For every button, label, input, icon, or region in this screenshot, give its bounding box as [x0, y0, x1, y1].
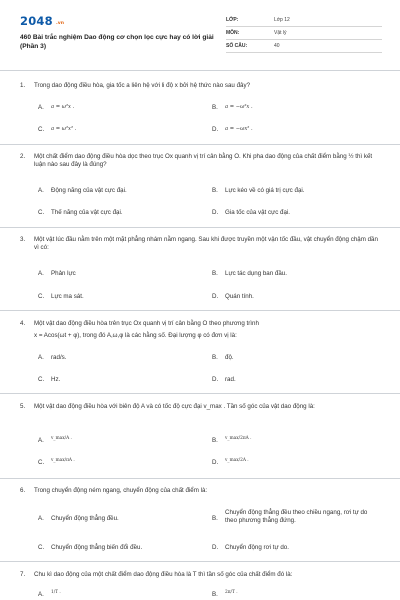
option-text: Phản lực — [51, 270, 76, 277]
option-letter: D. — [212, 293, 219, 300]
question-text: Một vật dao động điều hòa với biên độ A và có tốc độ cực đại v_max . Tần số góc của vật dao động là: — [34, 403, 315, 410]
meta-label: LỚP: — [226, 17, 239, 23]
question-number: 5. — [20, 403, 26, 410]
option-text: độ. — [225, 354, 234, 361]
option-letter: B. — [212, 437, 218, 444]
option-text: v_max/A . — [51, 436, 72, 441]
header-divider — [0, 70, 400, 71]
meta-label: MÔN: — [226, 30, 240, 36]
site-logo-suffix: .vn — [56, 21, 65, 26]
option-letter: A. — [38, 515, 44, 522]
meta-row-class — [226, 14, 382, 27]
option-letter: C. — [38, 126, 45, 133]
option-text: v_max/2A . — [225, 458, 249, 463]
option-letter: B. — [212, 354, 218, 361]
document-header — [20, 10, 382, 70]
option-letter: D. — [212, 126, 219, 133]
option-text: a = −ωx² . — [225, 126, 253, 132]
option-text: 1/T . — [51, 590, 61, 595]
question-text: Trong chuyển động ném ngang, chuyển động của chất điểm là: — [34, 487, 208, 494]
meta-value: Vật lý — [274, 30, 287, 36]
option-letter: B. — [212, 270, 218, 277]
question-divider — [0, 393, 400, 394]
option-letter: A. — [38, 591, 44, 598]
option-letter: B. — [212, 104, 218, 111]
question-number: 4. — [20, 320, 26, 327]
site-logo[interactable]: 2048 — [20, 14, 53, 28]
option-text: Lực kéo về có giá trị cực đại. — [225, 187, 305, 194]
question-text: Một chất điểm dao động điều hòa dọc theo trục Ox quanh vị trí cân bằng O. Khi pha dao động của chất điểm bằng ½ thì kết luận nào sau đây là đúng? — [34, 153, 373, 169]
option-text: Chuyển động thẳng biến đổi đều. — [51, 544, 143, 551]
option-letter: A. — [38, 270, 44, 277]
meta-value: Lớp 12 — [274, 17, 290, 23]
option-text: Chuyển động rơi tự do. — [225, 544, 289, 551]
option-text: Chuyển động thẳng đều theo chiều ngang, rơi tự do theo phương thẳng đứng. — [225, 509, 368, 525]
option-text: a = ω²x² . — [51, 126, 77, 132]
question-text: Một vật dao động điều hòa trên trục Ox quanh vị trí cân bằng O theo phương trình — [34, 320, 259, 327]
option-letter: D. — [212, 544, 219, 551]
option-letter: C. — [38, 459, 45, 466]
document-title: 460 Bài trắc nghiệm Dao động cơ chọn lọc cực hay có lời giải (Phần 3) — [20, 34, 214, 50]
option-letter: D. — [212, 459, 219, 466]
option-letter: B. — [212, 515, 218, 522]
question-number: 2. — [20, 153, 26, 160]
option-letter: C. — [38, 376, 45, 383]
option-text: Quán tính. — [225, 293, 254, 300]
option-text: Lực tác dụng ban đầu. — [225, 270, 287, 277]
meta-row-count — [226, 40, 382, 53]
option-letter: C. — [38, 209, 45, 216]
option-text: Hz. — [51, 376, 61, 383]
question-divider — [0, 478, 400, 479]
option-text: Thế năng của vật cực đại. — [51, 209, 123, 216]
option-letter: A. — [38, 437, 44, 444]
question-divider — [0, 310, 400, 311]
option-letter: D. — [212, 209, 219, 216]
question-divider — [0, 561, 400, 562]
question-number: 6. — [20, 487, 26, 494]
option-text: Động năng của vật cực đại. — [51, 187, 127, 194]
document-meta — [226, 14, 382, 53]
option-text: a = ω²x . — [51, 104, 75, 110]
question-number: 1. — [20, 82, 26, 89]
meta-label: SỐ CÂU: — [226, 43, 248, 49]
meta-value: 40 — [274, 43, 280, 49]
option-text: Lực ma sát. — [51, 293, 84, 300]
option-letter: A. — [38, 354, 44, 361]
option-text: rad/s. — [51, 354, 67, 361]
option-text: rad. — [225, 376, 236, 383]
option-text: a = −ω²x . — [225, 104, 253, 110]
option-letter: C. — [38, 544, 45, 551]
option-letter: B. — [212, 591, 218, 598]
option-letter: D. — [212, 376, 219, 383]
question-number: 7. — [20, 571, 26, 578]
question-text: Một vật lúc đầu nằm trên một mặt phẳng nhám nằm ngang. Sau khi được truyền một vận tốc đầu, vật chuyển động chậm dần vì có: — [34, 236, 378, 252]
question-number: 3. — [20, 236, 26, 243]
option-text: v_max/2πA . — [225, 436, 252, 441]
option-letter: A. — [38, 187, 44, 194]
meta-row-subject — [226, 27, 382, 40]
option-letter: C. — [38, 293, 45, 300]
option-text: Gia tốc của vật cực đại. — [225, 209, 291, 216]
option-letter: B. — [212, 187, 218, 194]
option-text: v_max/πA . — [51, 458, 75, 463]
question-text: Chu kì dao động của một chất điểm dao động điều hòa là T thì tần số góc của chất điểm đó là: — [34, 571, 293, 578]
option-text: Chuyển động thẳng đều. — [51, 515, 119, 522]
question-text-line2: x = Acos(ωt + φ), trong đó A,ω,φ là các hằng số. Đại lượng φ có đơn vị là: — [34, 332, 237, 339]
question-text: Trong dao động điều hòa, gia tốc a liên hệ với li độ x bởi hệ thức nào sau đây? — [34, 82, 251, 89]
question-divider — [0, 227, 400, 228]
option-letter: A. — [38, 104, 44, 111]
question-divider — [0, 144, 400, 145]
option-text: 2π/T . — [225, 590, 238, 595]
